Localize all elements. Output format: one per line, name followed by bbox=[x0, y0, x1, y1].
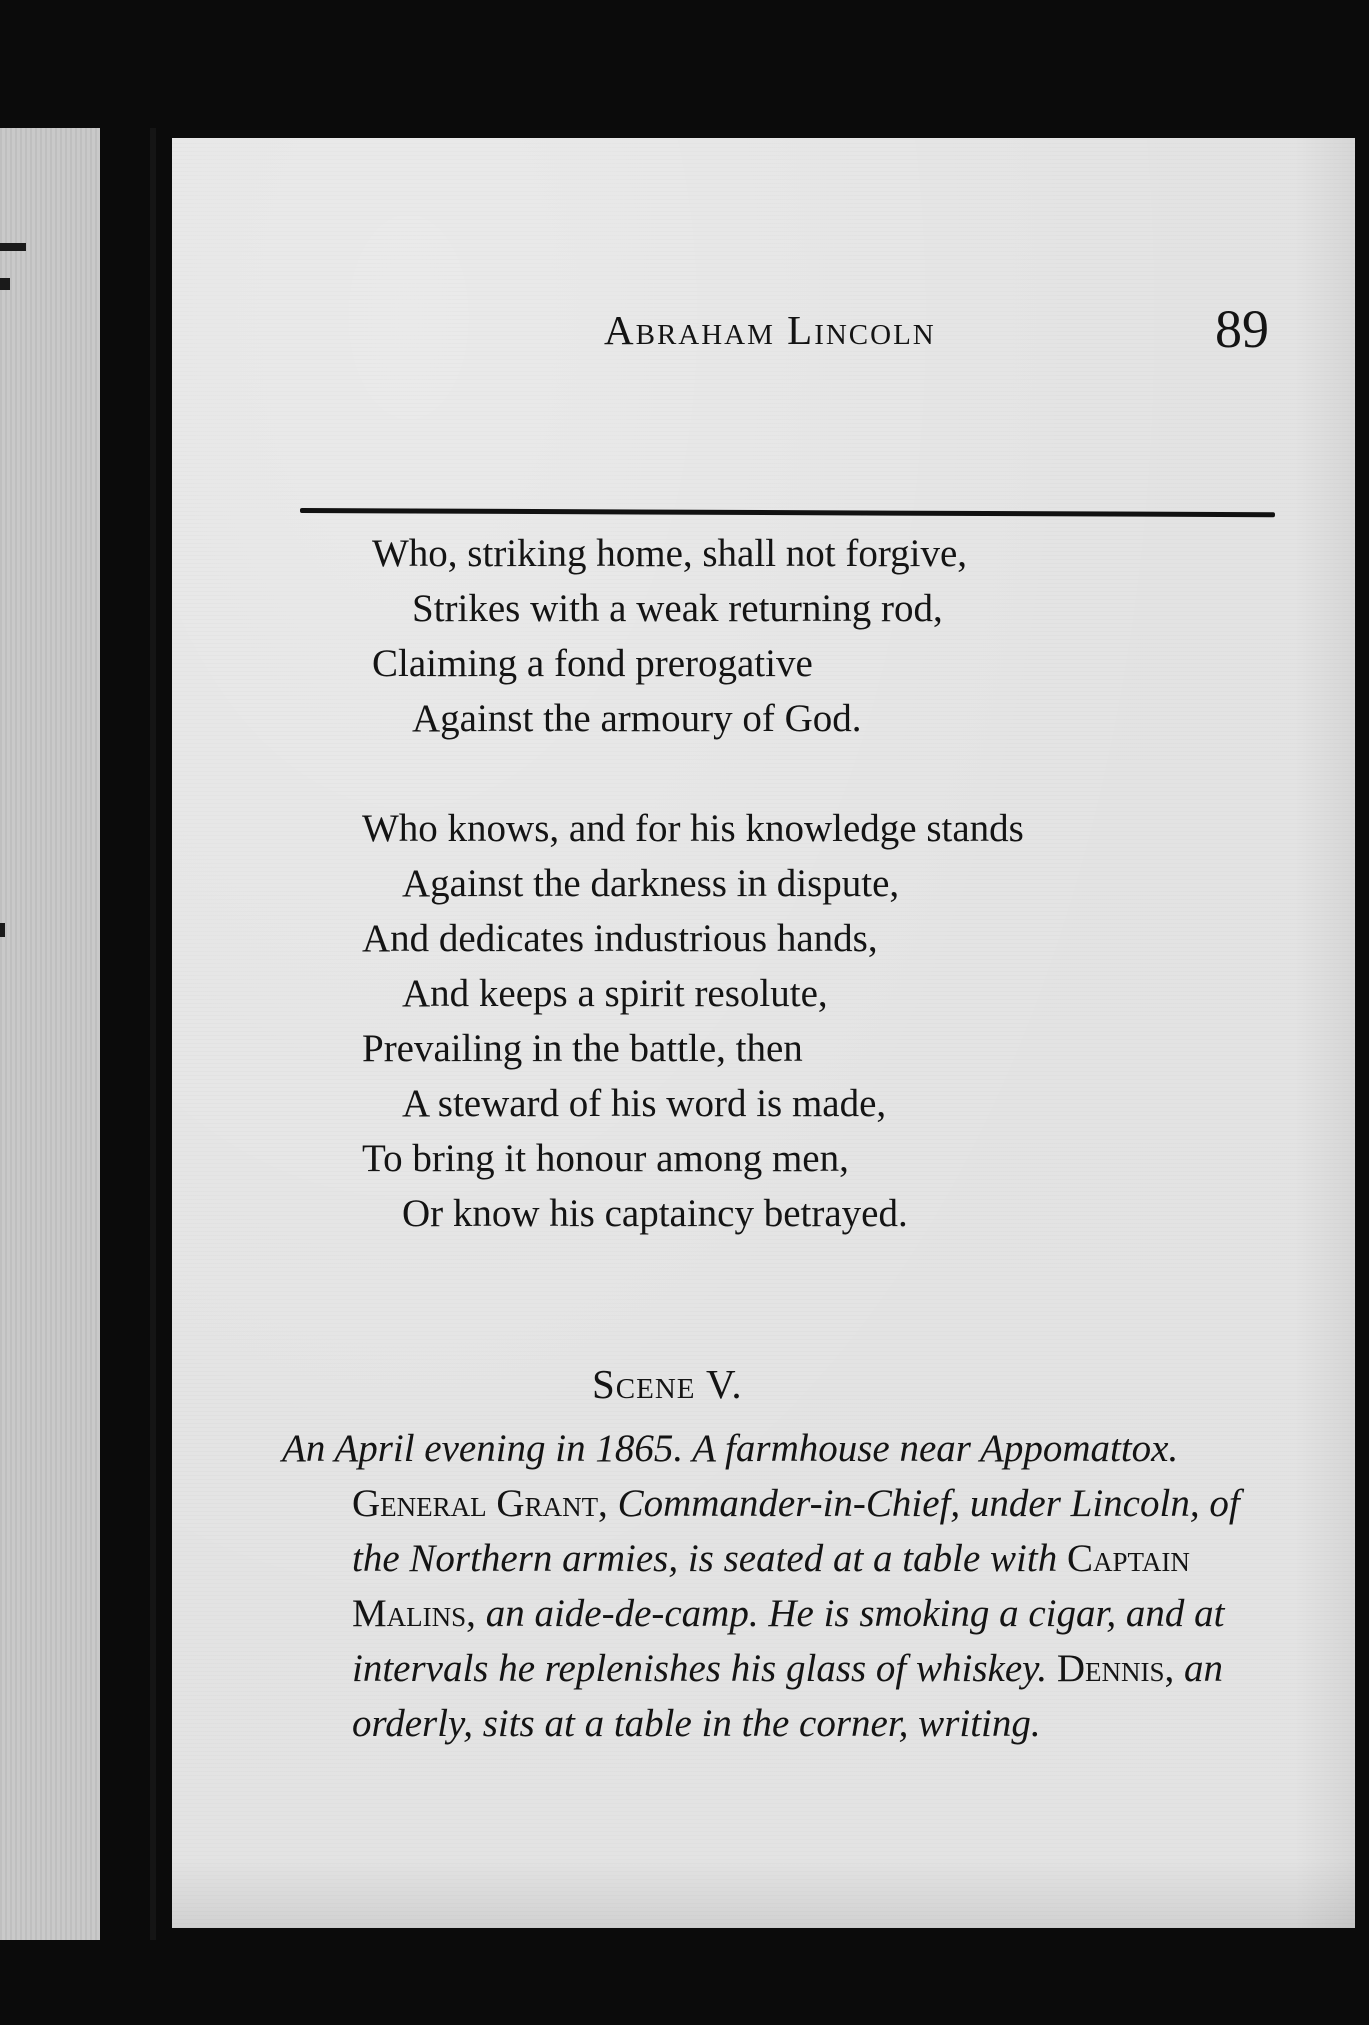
scene-heading: Scene V. bbox=[592, 1361, 743, 1407]
stage-direction bbox=[282, 1421, 1282, 1751]
book-page bbox=[172, 138, 1355, 1928]
poem-line: Or know his captaincy betrayed. bbox=[402, 1192, 908, 1235]
running-title: Abraham Lincoln bbox=[604, 307, 936, 353]
character-name: Dennis, bbox=[1056, 1647, 1175, 1690]
poem-line: And dedicates industrious hands, bbox=[362, 917, 878, 960]
poem-line: Claiming a fond prerogative bbox=[372, 642, 813, 685]
page-number: 89 bbox=[1215, 299, 1269, 359]
poem-line: Against the armoury of God. bbox=[412, 697, 862, 740]
poem-line: To bring it honour among men, bbox=[362, 1137, 849, 1180]
binding-line bbox=[150, 128, 156, 1940]
poem-line: And keeps a spirit resolute, bbox=[402, 972, 828, 1015]
poem-line: Who, striking home, shall not forgive, bbox=[372, 532, 968, 575]
character-name: Captain Malins, bbox=[352, 1537, 1190, 1635]
facing-page-fragment bbox=[0, 278, 10, 290]
poem-line: A steward of his word is made, bbox=[402, 1082, 887, 1125]
poem-stanza bbox=[372, 526, 1369, 746]
stage-direction-text: An April evening in 1865. A farmhouse near Appomattox. bbox=[282, 1427, 1179, 1470]
facing-page-edge bbox=[0, 128, 100, 1940]
facing-page-fragment bbox=[0, 923, 5, 937]
poem-line: Prevailing in the battle, then bbox=[362, 1027, 803, 1070]
poem-stanza bbox=[362, 801, 1369, 1241]
poem-line: Strikes with a weak returning rod, bbox=[412, 587, 943, 630]
stage-direction-text: an aide-de-camp. He is smoking a cigar, and at intervals he replenishes his glass of whiskey. bbox=[352, 1592, 1225, 1690]
stage-direction-text: Commander-in-Chief, under Lincoln, of the Northern armies, is seated at a table with bbox=[352, 1482, 1240, 1580]
poem-line: Who knows, and for his knowledge stands bbox=[362, 807, 1024, 850]
poem-line: Against the darkness in dispute, bbox=[402, 862, 900, 905]
stage-direction-text: an orderly, sits at a table in the corner, writing. bbox=[352, 1647, 1223, 1745]
facing-page-fragment bbox=[0, 243, 26, 251]
page-header bbox=[272, 298, 1292, 368]
header-rule bbox=[300, 508, 1275, 517]
character-name: General Grant, bbox=[352, 1482, 608, 1525]
